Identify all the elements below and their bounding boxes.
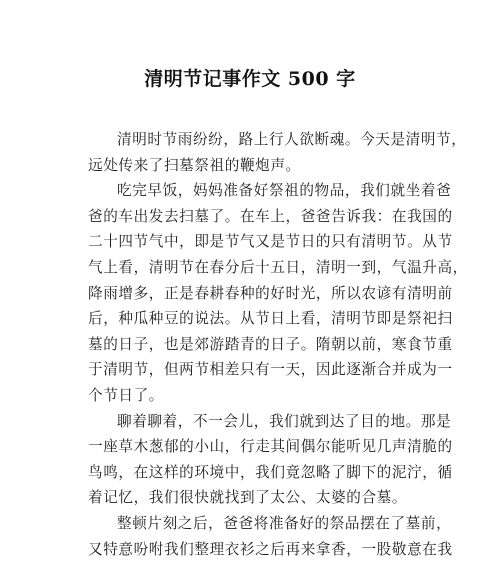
text-line: 降雨增多，正是春耕春种的好时光，所以农谚有清明前 xyxy=(88,284,453,302)
text-line: 鸟鸣，在这样的环境中，我们竟忽略了脚下的泥泞，循 xyxy=(88,463,453,481)
text-line: 一座草木葱郁的小山，行走其间偶尔能听见几声清脆的 xyxy=(88,438,453,456)
text-line: 清明时节雨纷纷，路上行人欲断魂。今天是清明节， xyxy=(117,131,467,148)
paragraph-3 xyxy=(88,409,453,511)
document-body xyxy=(88,127,468,562)
text-line: 墓的日子，也是郊游踏青的日子。隋朝以前，寒食节重 xyxy=(88,335,453,353)
text-line: 着记忆，我们很快就找到了太公、太婆的合墓。 xyxy=(88,489,408,507)
text-line: 二十四节气中，即是节气又是节日的只有清明节。从节 xyxy=(88,233,453,251)
paragraph-1 xyxy=(88,127,467,178)
text-line: 远处传来了扫墓祭祖的鞭炮声。 xyxy=(88,156,301,174)
text-line: 吃完早饭，妈妈准备好祭祖的物品，我们就坐着爸 xyxy=(117,182,452,200)
text-line: 整顿片刻之后，爸爸将准备好的祭品摆在了墓前， xyxy=(117,514,452,532)
text-line: 个节日了。 xyxy=(88,386,164,404)
text-line: 后，种瓜种豆的说法。从节日上看，清明节即是祭祀扫 xyxy=(88,310,453,328)
text-line: 聊着聊着，不一会儿，我们就到达了目的地。那是 xyxy=(117,412,452,430)
text-line: 于清明节，但两节相差只有一天，因此逐渐合并成为一 xyxy=(88,361,453,379)
paragraph-4 xyxy=(88,511,453,562)
paragraph-2 xyxy=(88,178,468,408)
text-line: 爸的车出发去扫墓了。在车上，爸爸告诉我：在我国的 xyxy=(88,207,453,225)
text-line: 又特意吩咐我们整理衣衫之后再来拿香，一股敬意在我 xyxy=(88,540,453,558)
text-line: 气上看，清明节在春分后十五日，清明一到，气温升高， xyxy=(88,258,468,276)
document-title: 清明节记事作文 500 字 xyxy=(144,68,356,90)
